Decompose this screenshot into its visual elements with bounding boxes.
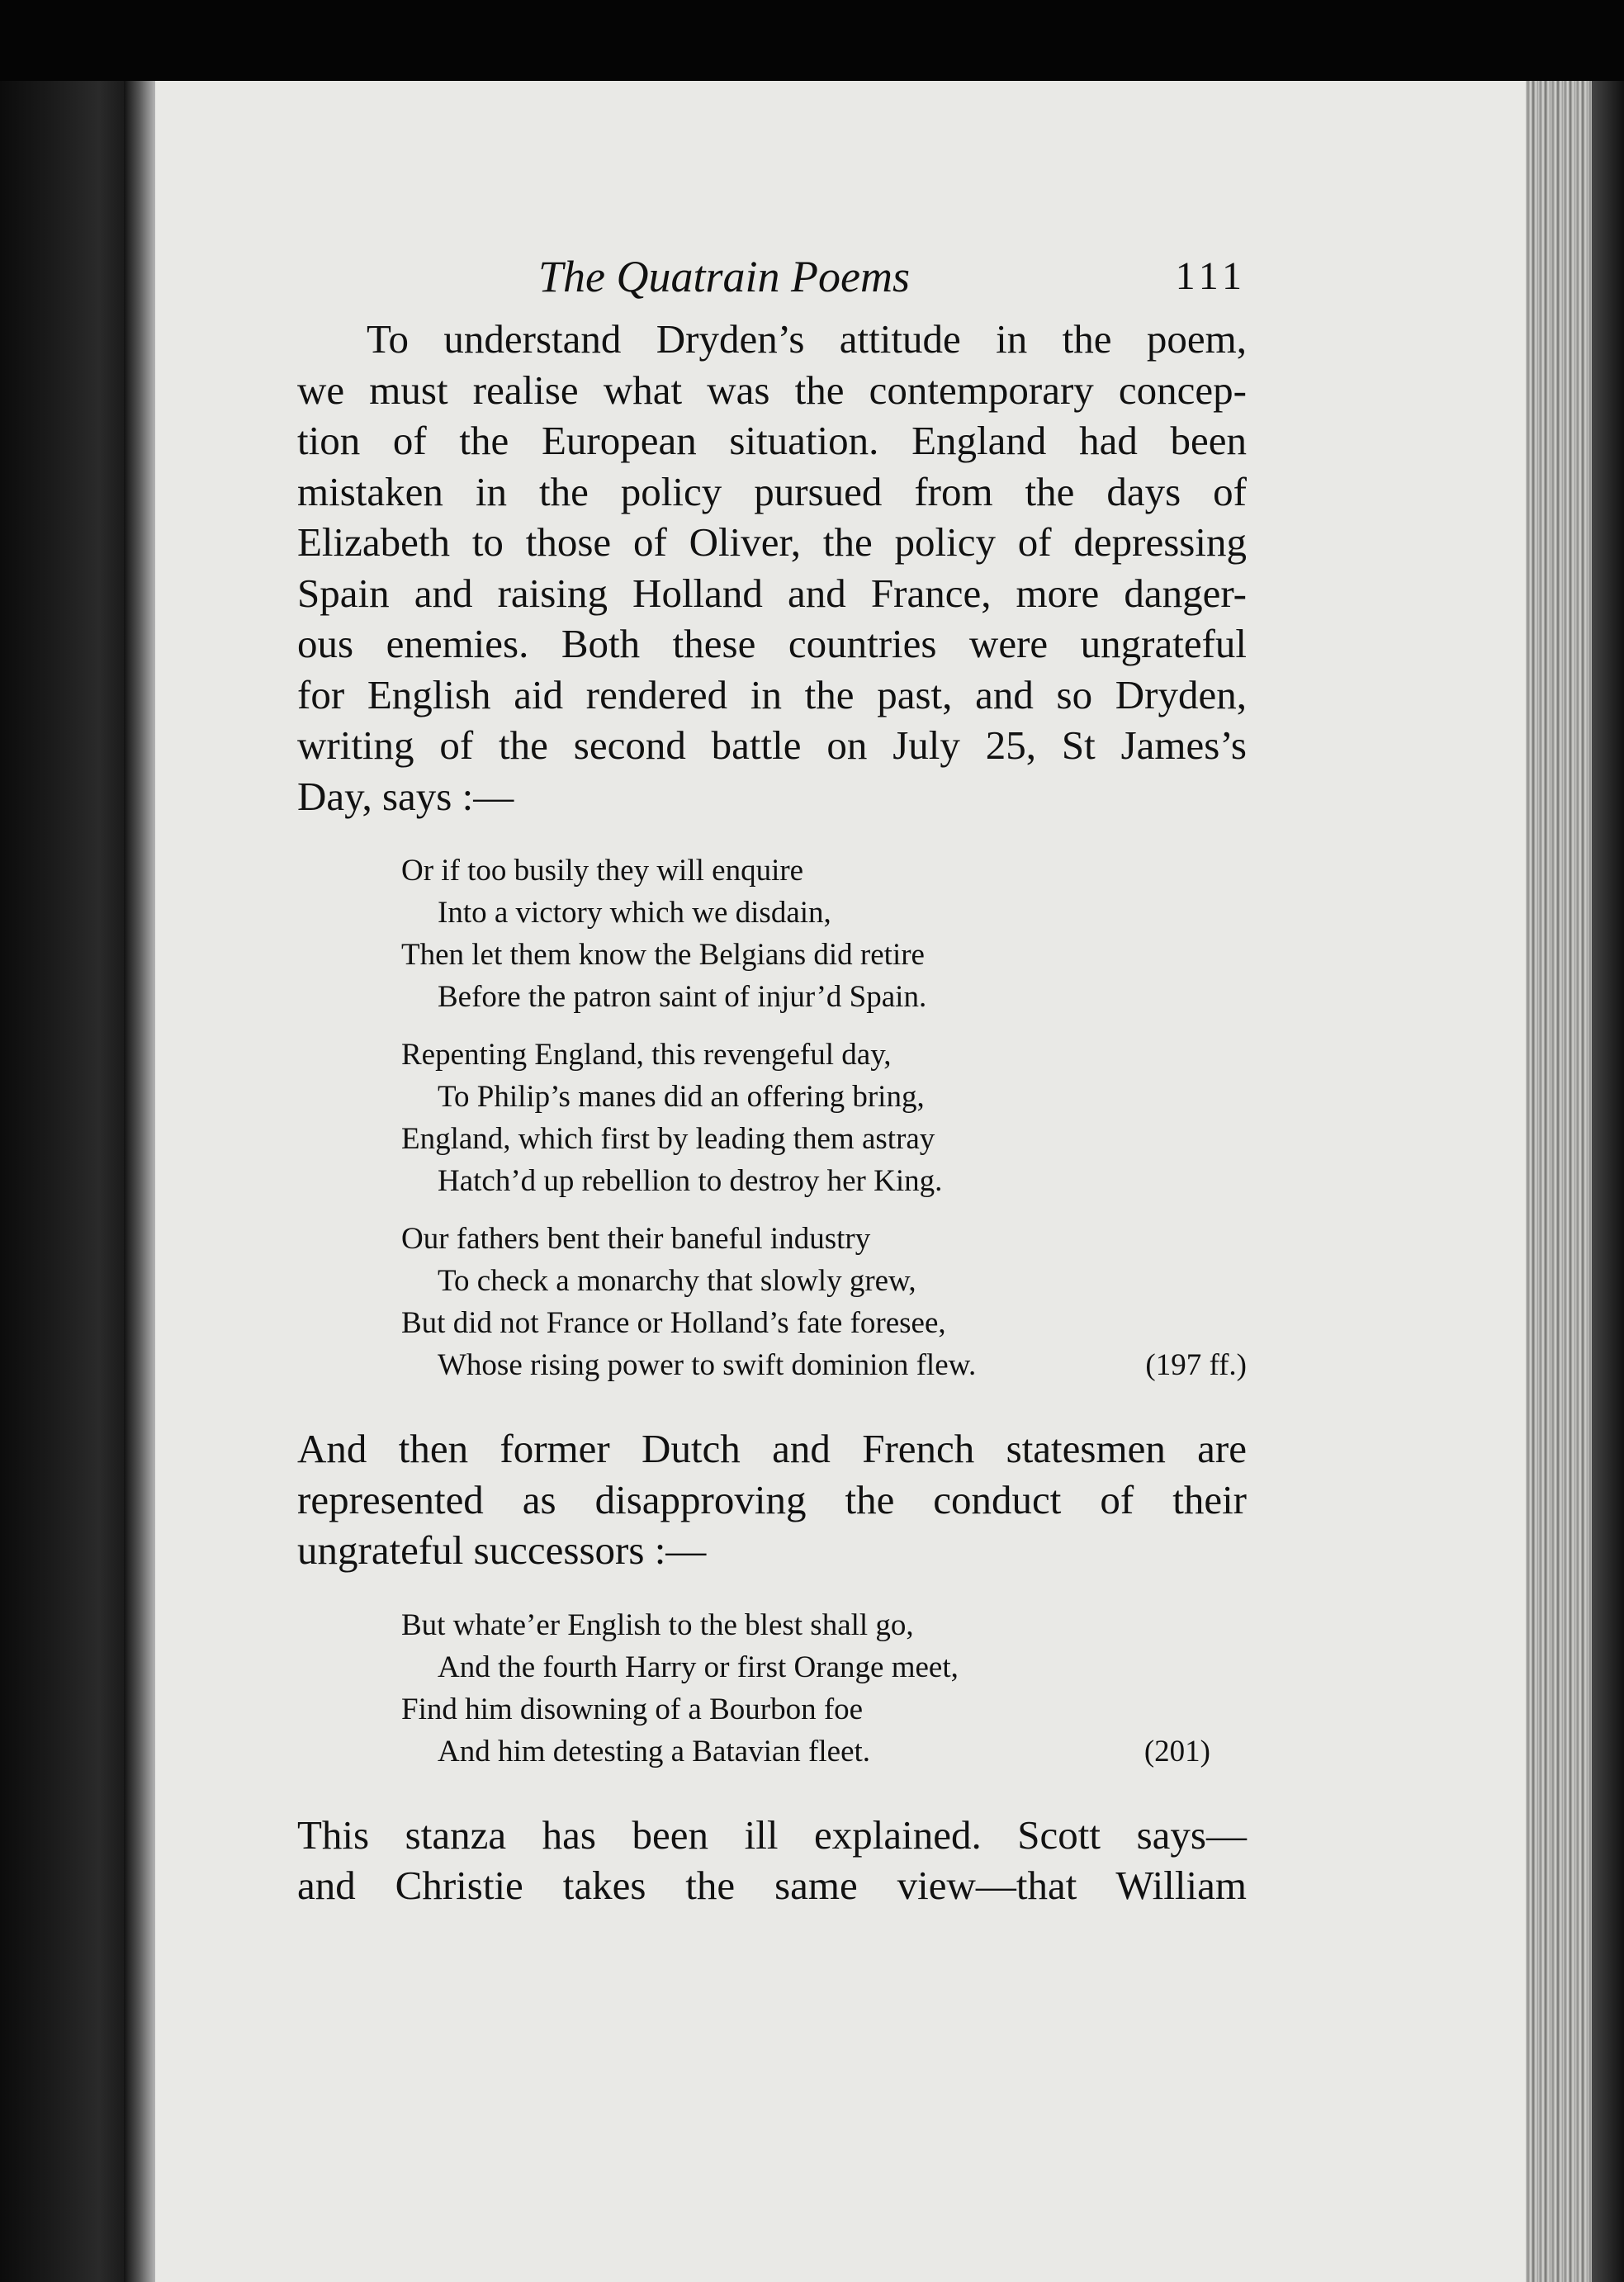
verse-line: And the fourth Harry or first Orange meet,	[438, 1650, 959, 1684]
running-head	[297, 248, 1247, 314]
verse-line: To check a monarchy that slowly grew,	[438, 1264, 916, 1298]
verse-line: Repenting England, this revengeful day,	[401, 1038, 892, 1072]
stanza	[401, 1604, 1210, 1773]
text-line: ungrateful successors :—	[297, 1527, 707, 1573]
text-line: tion of the European situation. England had been	[297, 418, 1247, 463]
text-line: writing of the second battle on July 25, St James’s	[297, 722, 1247, 768]
verse-line: Or if too busily they will enquire	[401, 854, 804, 888]
verse-line: Before the patron saint of injur’d Spain.	[438, 980, 927, 1014]
verse-line: Into a victory which we disdain,	[438, 896, 831, 930]
text-line: To understand Dryden’s attitude in the poem,	[367, 316, 1247, 362]
page-content	[297, 248, 1247, 1911]
verse-line: To Philip’s manes did an offering bring,	[438, 1080, 925, 1114]
text-line: And then former Dutch and French statesmen are	[297, 1426, 1247, 1471]
text-line: ous enemies. Both these countries were ungrateful	[297, 621, 1247, 666]
verse-line: Find him disowning of a Bourbon foe	[401, 1692, 864, 1726]
verse-line	[401, 1730, 1210, 1773]
left-page-edge	[0, 81, 124, 2282]
stanza	[401, 850, 1247, 1018]
line-citation: (197 ff.)	[1145, 1348, 1247, 1382]
text-line: This stanza has been ill explained. Scott says—	[297, 1811, 1247, 1858]
scan-top-border	[0, 0, 1624, 81]
text-line: Day, says :—	[297, 773, 514, 819]
scan-right-border	[1592, 81, 1624, 2282]
text-line: mistaken in the policy pursued from the days of	[297, 468, 1247, 514]
verse-line-text: Whose rising power to swift dominion flew.	[438, 1348, 977, 1382]
verse-line: Hatch’d up rebellion to destroy her King.	[438, 1164, 943, 1198]
verse-quotation-2	[297, 1604, 1210, 1773]
paragraph-1	[297, 314, 1247, 821]
stanza	[401, 1034, 1247, 1202]
page-number: 111	[1175, 254, 1247, 298]
verse-line: But did not France or Holland’s fate foresee,	[401, 1306, 946, 1340]
line-citation: (201)	[1143, 1734, 1210, 1768]
verse-line	[401, 1344, 1247, 1386]
verse-line: Then let them know the Belgians did retire	[401, 938, 925, 972]
text-line: for English aid rendered in the past, and so Dryden,	[297, 671, 1247, 717]
verse-line: But whate’er English to the blest shall go,	[401, 1607, 914, 1642]
stanza	[401, 1218, 1247, 1386]
verse-line-text: And him detesting a Batavian fleet.	[438, 1734, 871, 1768]
gutter-shadow	[124, 81, 157, 2282]
text-line: Elizabeth to those of Oliver, the policy of depressing	[297, 519, 1247, 565]
paragraph-2	[297, 1423, 1247, 1576]
verse-quotation-1	[297, 850, 1247, 1386]
text-line: Spain and raising Holland and France, more danger-	[297, 570, 1247, 616]
text-line: represented as disapproving the conduct of their	[297, 1476, 1247, 1522]
verse-line: England, which first by leading them astray	[401, 1122, 935, 1156]
text-line: and Christie takes the same view—that William	[297, 1863, 1247, 1908]
running-title: The Quatrain Poems	[538, 252, 910, 301]
text-line: we must realise what was the contemporary concep-	[297, 367, 1247, 413]
paragraph-3	[297, 1810, 1247, 1911]
verse-line: Our fathers bent their baneful industry	[401, 1222, 871, 1256]
